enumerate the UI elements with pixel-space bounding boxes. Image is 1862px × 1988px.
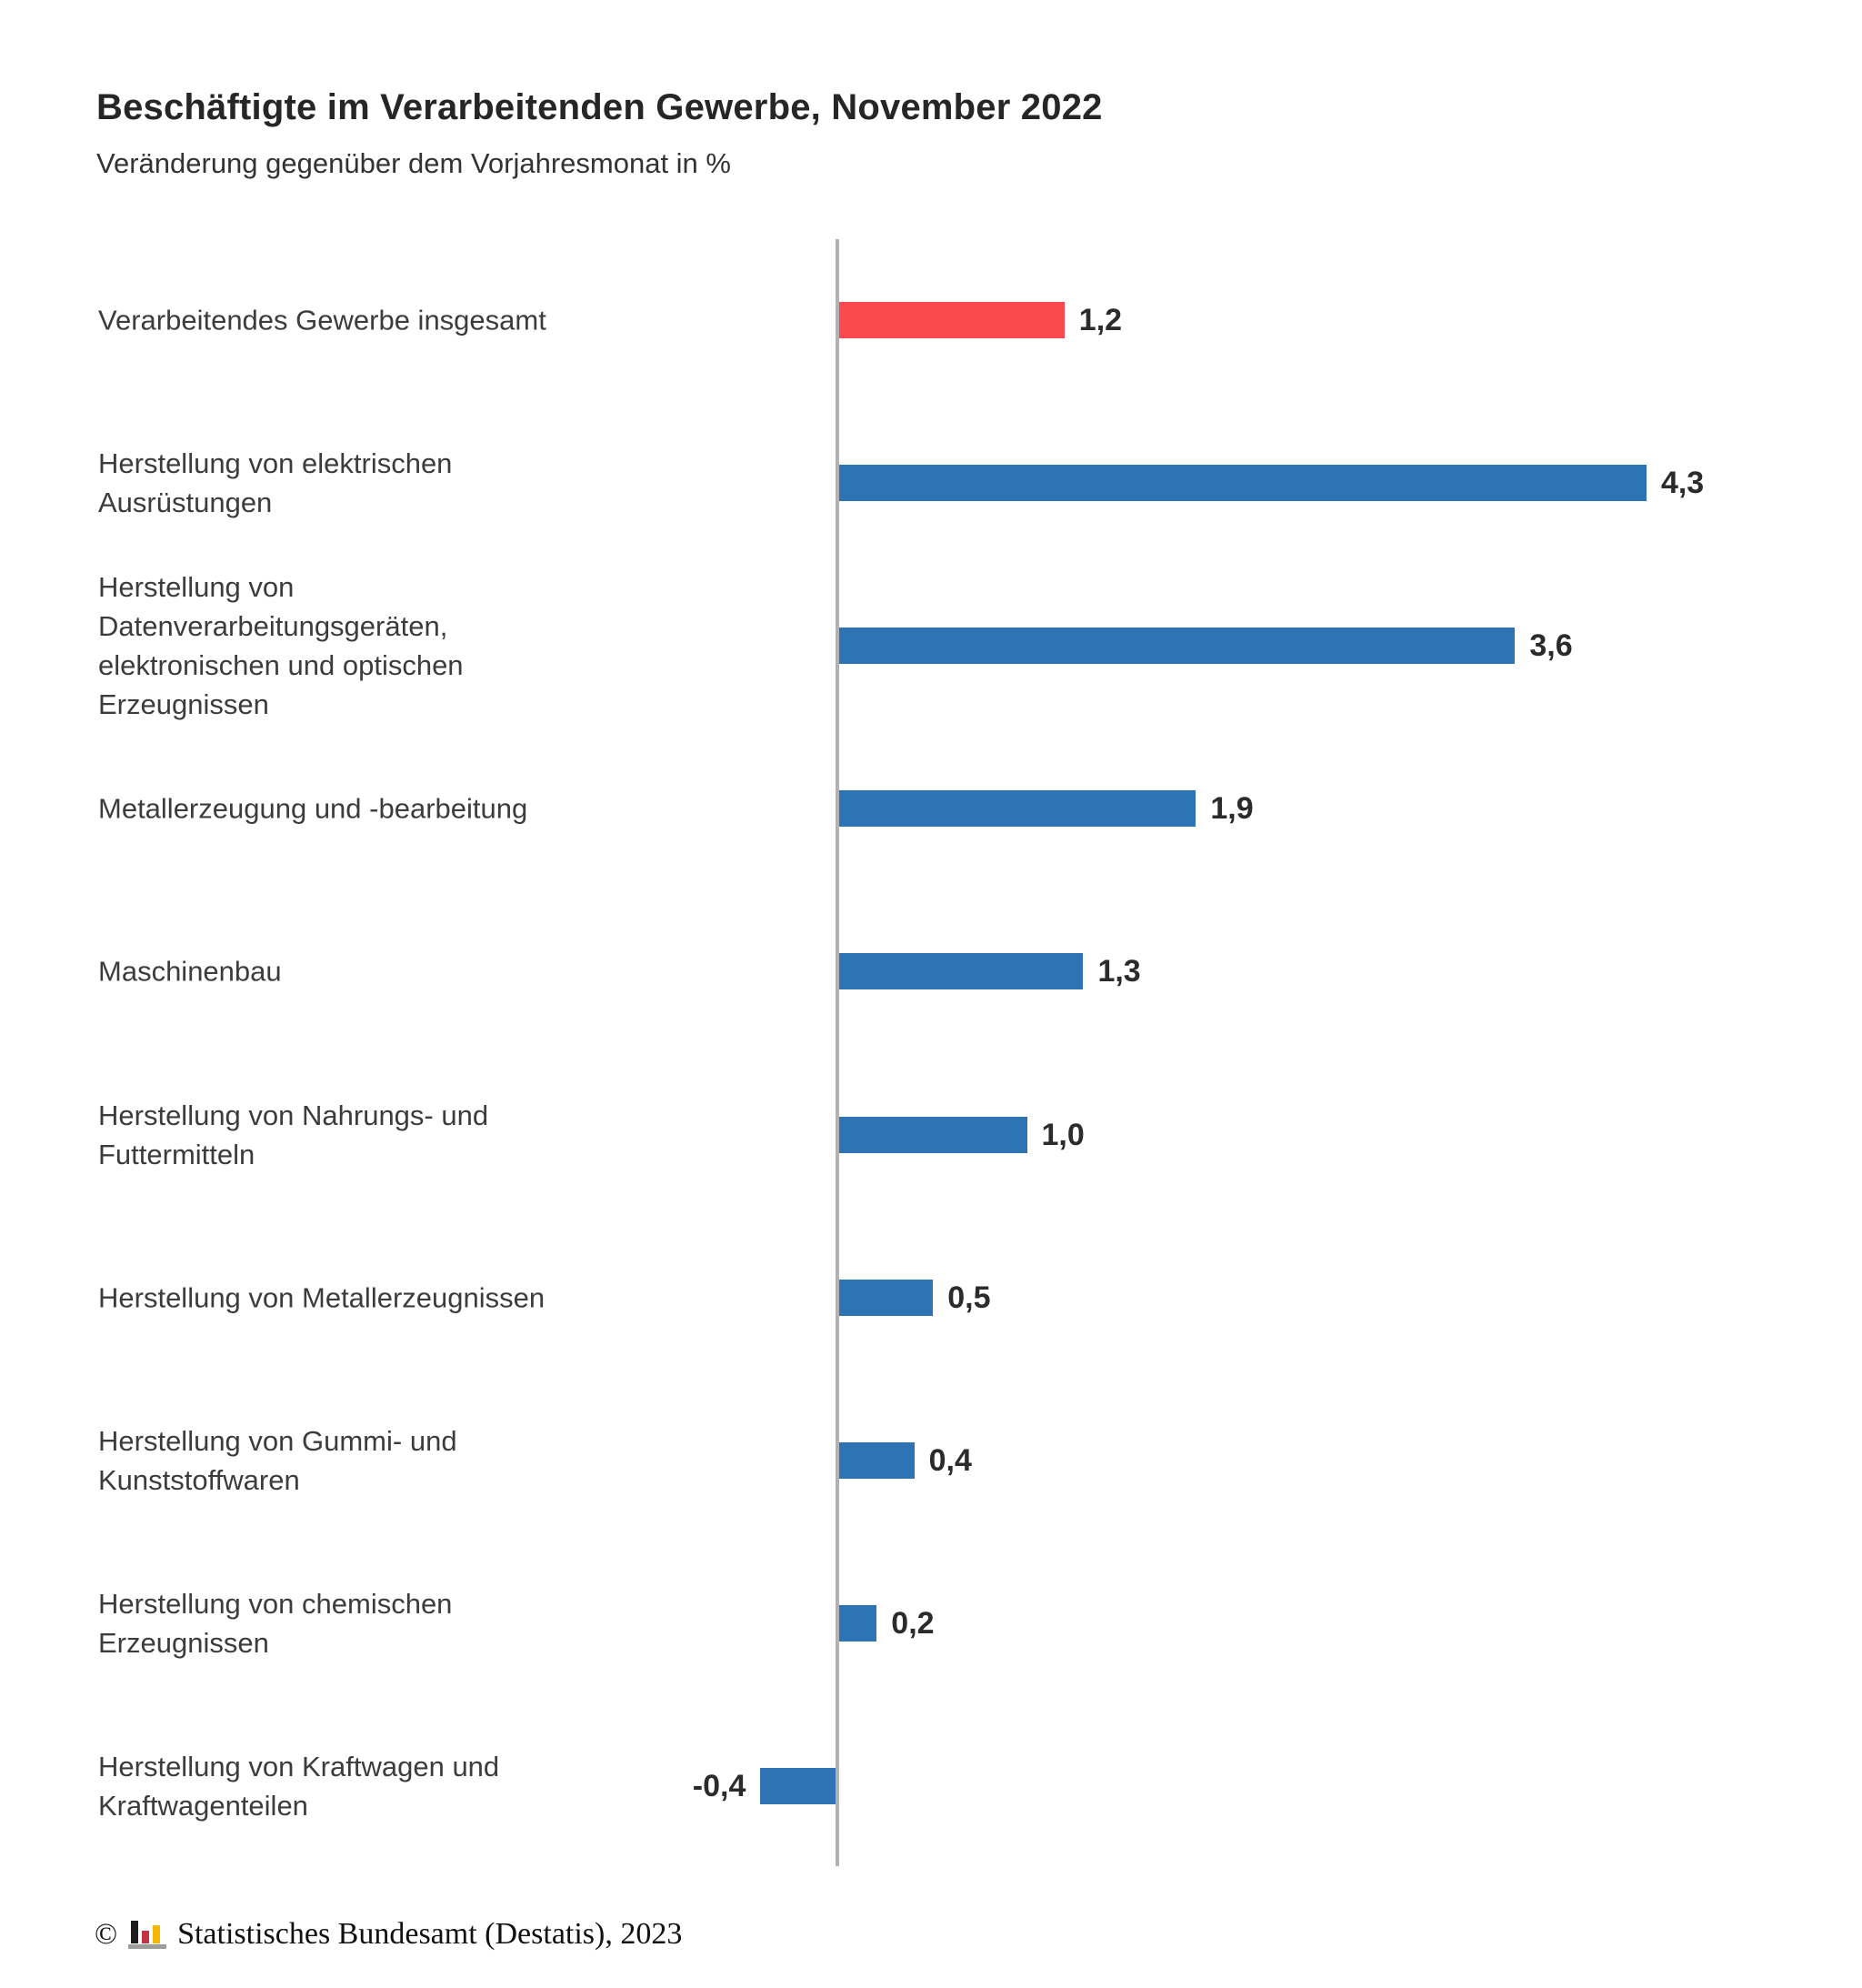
logo-bar-yellow: [153, 1925, 160, 1943]
bar: [839, 790, 1196, 827]
value-label: 1,0: [1041, 1117, 1085, 1152]
bar: [839, 302, 1065, 338]
category-label: Herstellung von Datenverarbeitungsgeräten, elektronischen und optischen Erzeugnissen: [98, 571, 464, 721]
logo-bar-red: [142, 1931, 149, 1943]
logo-base: [128, 1944, 166, 1949]
bar: [839, 628, 1515, 664]
copyright-symbol: ©: [95, 1918, 118, 1951]
value-label: 1,9: [1210, 791, 1254, 827]
destatis-bar-chart-logo-icon: [128, 1921, 166, 1949]
value-label: 3,6: [1529, 628, 1573, 664]
value-label: 0,2: [891, 1605, 935, 1641]
category-label: Herstellung von Kraftwagen und Kraftwagenteilen: [98, 1750, 500, 1822]
category-label: Herstellung von Nahrungs- und Futtermitteln: [98, 1099, 489, 1170]
value-label: 1,3: [1097, 954, 1141, 989]
source-text: Statistisches Bundesamt (Destatis), 2023: [177, 1917, 683, 1951]
bar: [760, 1768, 836, 1804]
category-label: Maschinenbau: [98, 955, 282, 988]
value-label: 1,2: [1078, 303, 1123, 337]
bar: [839, 953, 1083, 989]
bar: [839, 1117, 1027, 1153]
category-label: Herstellung von Gummi- und Kunststoffwaren: [98, 1424, 457, 1496]
bar: [839, 1442, 915, 1479]
category-label: Verarbeitendes Gewerbe insgesamt: [98, 304, 546, 336]
bar: [839, 1280, 933, 1316]
page-title: Beschäftigte im Verarbeitenden Gewerbe, November 2022: [96, 87, 1103, 127]
value-label: -0,4: [692, 1768, 746, 1803]
bar: [839, 1605, 876, 1642]
category-label: Metallerzeugung und -bearbeitung: [98, 792, 528, 825]
value-label: 4,3: [1660, 466, 1705, 501]
category-label: Herstellung von Metallerzeugnissen: [98, 1281, 546, 1314]
value-label: 0,4: [928, 1442, 972, 1478]
bar: [839, 465, 1647, 501]
value-label: 0,5: [947, 1280, 991, 1315]
category-label: Herstellung von chemischen Erzeugnissen: [98, 1587, 453, 1659]
category-label: Herstellung von elektrischen Ausrüstungen: [98, 447, 453, 519]
page-subtitle: Veränderung gegenüber dem Vorjahresmonat in %: [96, 147, 731, 179]
logo-bar-black: [131, 1921, 138, 1943]
source-footer: [95, 1917, 682, 1952]
